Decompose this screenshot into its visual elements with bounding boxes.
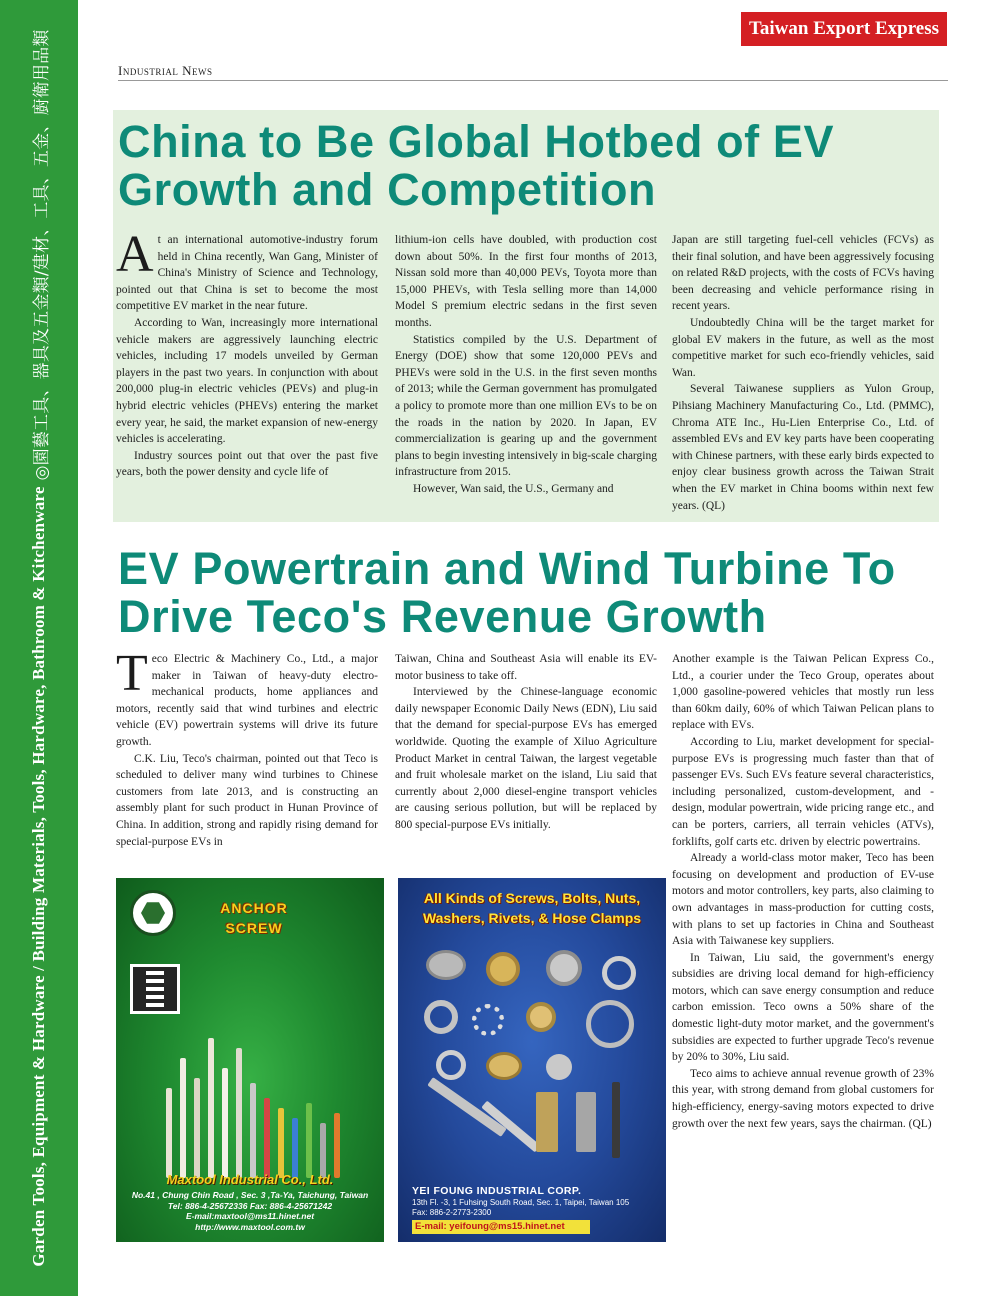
article2-paragraph: According to Liu, market development for special-purpose EVs is progressing much faster than that of passenger EVs. Such EVs feature several characteristics, including personalized, custom-development, and -design, modular powertrain, wide pricing range etc., and can be porters, carriers, all terrain vehicles (ATVs), forklifts, golf carts etc. driven by electric powertrains. [672,735,934,848]
section-divider [118,80,948,81]
ad2-company-name: YEI FOUNG INDUSTRIAL CORP. [412,1185,582,1197]
article2-paragraph: Taiwan, China and Southeast Asia will enable its EV-motor business to take off. [395,653,657,682]
sidebar-category-text [19,29,59,1267]
anchor-screw-advertisement[interactable] [116,878,384,1242]
ad1-phone: Tel: 886-4-25672336 Fax: 886-4-25671242 [167,1200,333,1211]
ad1-brand-line2: SCREW [225,920,283,936]
article1-headline: China to Be Global Hotbed of EV Growth and Competition [118,116,835,215]
ad2-contact [412,1198,629,1218]
article1-paragraph: Statistics compiled by the U.S. Department of Energy (DOE) show that some 120,000 PEVs and PHEVs were sold in the U.S. in the first seven months of 2013; while the German government has promulgated a policy to promote more than one million EVs to be on the roads in the nation by 2020. In Japan, EV commercialization is gearing up and the government plans to begin investing intensively in big-scale charging infrastructure from 2015. [395,333,658,479]
article1-paragraph: lithium-ion cells have doubled, with production cost down about 50%. In the first four months of 2013, Nissan sold more than 40,000 PEVs, Toyota more than 15,000 PHEVs, with Tesla selling more than 14,000 Model S premium electric sedans in the first seven months. [395,234,657,329]
article1-paragraph: Several Taiwanese suppliers as Yulon Group, Pihsiang Machinery Manufacturing Co., Ltd. (PMMC), Chroma ATE Inc., Hu-Lien Enterprise Co., Ltd. of assembled EVs and EV key parts have been cooperating with Chinese partners, with these early birds expected to enjoy clear business growth across the Taiwan Strait when the EV market in China booms within next few years. (QL) [672,383,934,512]
qr-code-icon[interactable] [130,964,180,1014]
article1-paragraph: Undoubtedly China will be the target market for global EV makers in the future, as well as the most competitive market for such eco-friendly vehicles, said Wan. [672,316,934,379]
article1-paragraph: Industry sources point out that over the past five years, both the power density and cycle life of [116,449,378,479]
fasteners-image [416,942,648,1162]
article2-column-2 [395,651,657,834]
ad1-company-name: Maxtool Industrial Co., Ltd. [166,1172,334,1187]
ad1-brand-line1: ANCHOR [220,900,288,916]
ad1-address: No.41 , Chung Chin Road , Sec. 3 ,Ta-Ya, Taichung, Taiwan [131,1190,369,1200]
dropcap: T [116,645,148,702]
ad2-headline [404,888,660,928]
section-label: Industrial News [118,63,213,78]
article2-headline: EV Powertrain and Wind Turbine To Drive Teco's Revenue Growth [118,543,896,642]
article1-column-2 [395,232,657,498]
article2-column-1 [116,645,378,850]
ad1-url[interactable]: http://www.maxtool.com.tw [195,1221,305,1232]
article2-paragraph: C.K. Liu, Teco's chairman, pointed out that Teco is scheduled to deliver many wind turbines to Chinese customers from late 2013, and is constructing an assembly plant for such product in Hunan Province of China. In addition, strong and rapidly rising demand for special-purpose EVs in [116,752,378,848]
article2-column-3 [672,651,934,1132]
article2-paragraph: Teco aims to achieve annual revenue growth of 23% this year, with strong demand from global customers for high-efficiency, energy-saving motors expected to drive growth over the next few years, says the chairman. (QL) [672,1067,934,1130]
article2-paragraph: Teco Electric & Machinery Co., Ltd., a major maker in Taiwan of heavy-duty electro-mechanical products, home appliances and motors, recently said that wind turbines and electric vehicle (EV) powertrain systems will drive its future growth. [116,645,378,748]
dropcap: A [116,226,154,283]
article2-paragraph: In Taiwan, Liu said, the government's energy subsidies are driving local demand for high-efficiency motors, which can save energy consumption and reduce carbon emission. Teco owns a 50% share of the domestic light-duty motor market, and the government's subsidies are expected to further upgrade Teco's revenue by 20% to 30%, Liu said. [672,951,934,1064]
article1-column-3 [672,232,934,514]
ad1-email[interactable]: E-mail:maxtool@ms11.hinet.net [185,1211,315,1221]
publication-brand: Taiwan Export Express [741,12,947,46]
ad2-headline-line1: All Kinds of Screws, Bolts, Nuts, [423,890,641,906]
anchor-products-image [146,1028,356,1178]
yei-foung-advertisement[interactable] [398,878,666,1242]
hex-logo-icon [130,890,176,936]
sidebar-band [0,0,78,1296]
sidebar-text-en: Garden Tools, Equipment & Hardware / Building Materials, Tools, Hardware, Bathroom & Kitchenware [29,486,48,1267]
ad2-headline-line2: Washers, Rivets, & Hose Clamps [422,910,642,926]
article1-paragraph: According to Wan, increasingly more international vehicle makers are aggressively launching electric vehicles, including 17 models unveiled by German players in the past two years. In conjunction with about 200,000 plug-in electric vehicles (PEVs) and plug-in hybrid electric vehicles (PHEVs) entering the market every year, he said, the market expansion of new-energy vehicles is accelerating. [116,316,378,446]
sidebar-text-cjk: ◎園藝工具、器具及五金類/建材、工具、五金、廚衛用品類 [31,29,52,481]
article1-column-1 [116,226,378,481]
ad1-contact [116,1190,384,1232]
article2-paragraph: Another example is the Taiwan Pelican Express Co., Ltd., a courier under the Teco Group, operates about 1,000 gasoline-powered vehicles that mostly run less than 60km daily, 60% of which Taiwan Pelican plans to replace with EVs. [672,653,934,732]
article2-paragraph: Interviewed by the Chinese-language economic daily newspaper Economic Daily News (EDN), Liu said that the demand for special-purpose EVs has emerged worldwide. Quoting the example of Xiluo Agriculture Product Market in central Taiwan, the largest vegetable and fruit wholesale market on the island, Liu said that currently about 2,000 diesel-engine transport vehicles are causing serious pollution, but will be replaced by 800 special-purpose EVs initially. [395,686,657,831]
ad2-address: 13th Fl. -3, 1 Fuhsing South Road, Sec. 1, Taipei, Taiwan 105 [412,1198,630,1207]
article2-paragraph: Already a world-class motor maker, Teco has been focusing on development and production of EV-use motors and motor controllers, key parts, also claiming to own advantages in mass-production for cutting costs, with plans to set up factories in China and Southeast Asia with Taiwanese key suppliers. [672,852,934,948]
ad1-brand [194,898,314,938]
article1-paragraph: At an international automotive-industry forum held in China recently, Wan Gang, Minister of China's Ministry of Science and Technology, pointed out that China is set to become the most competitive EV market in the near future. [116,226,378,313]
article1-paragraph: Japan are still targeting fuel-cell vehicles (FCVs) as their final solution, and have been aggressively focusing on related R&D projects, with the costs of FCVs having been decreasing and vehicle performance rising in recent years. [672,234,934,313]
article1-paragraph: However, Wan said, the U.S., Germany and [413,482,614,495]
ad2-fax: Fax: 886-2-2773-2300 [412,1208,492,1217]
ad2-email[interactable]: E-mail: yeifoung@ms15.hinet.net [412,1220,590,1234]
